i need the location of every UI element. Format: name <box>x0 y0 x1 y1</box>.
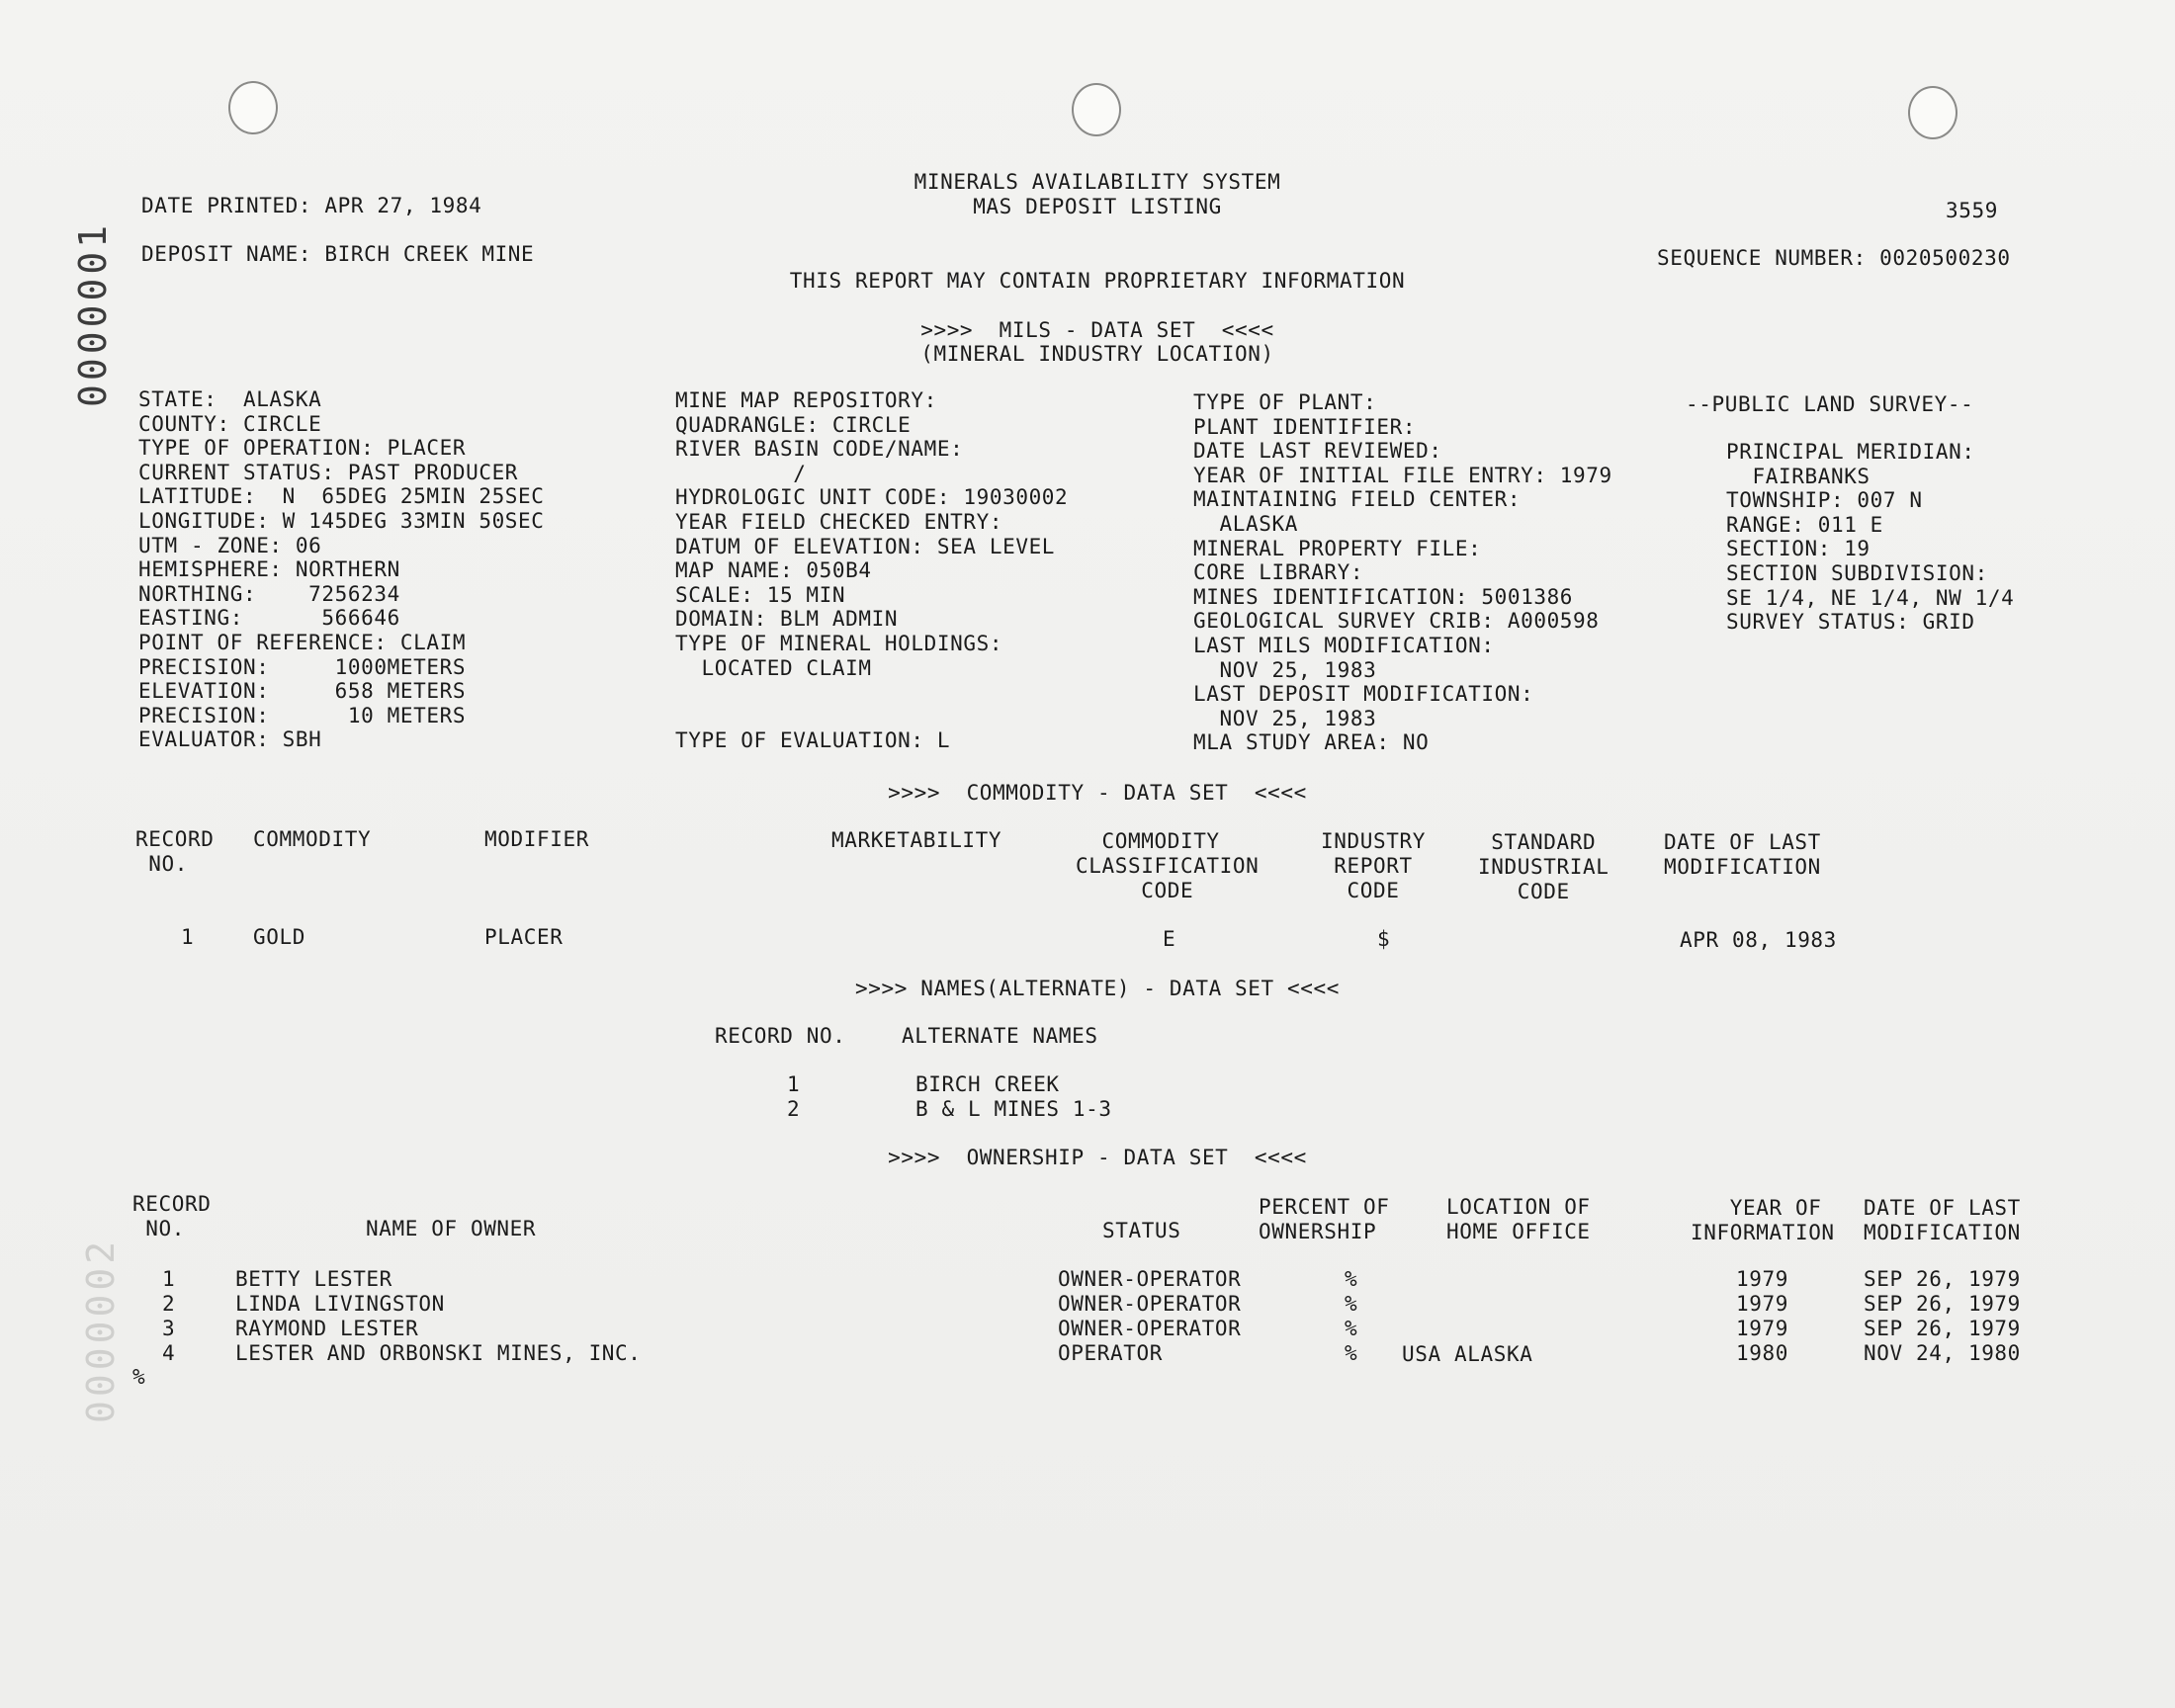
commodity-row-record: 1 <box>181 925 195 949</box>
owner-percent: % <box>1345 1292 1358 1316</box>
mils-field: MAP NAME: 050B4 <box>675 558 872 582</box>
mils-field: HYDROLOGIC UNIT CODE: 19030002 <box>675 485 1069 509</box>
owner-record-no: 2 <box>162 1292 176 1316</box>
ownership-header-location: LOCATION OF HOME OFFICE <box>1446 1195 1591 1243</box>
commodity-header-industry-report-code: INDUSTRY REPORT CODE <box>1321 829 1426 902</box>
mils-field: TYPE OF PLANT: <box>1193 390 1377 414</box>
mils-field: TYPE OF EVALUATION: L <box>675 728 951 752</box>
mils-field: SECTION: 19 <box>1726 537 1870 560</box>
names-header-record: RECORD NO. <box>715 1024 846 1048</box>
mils-field: MAINTAINING FIELD CENTER: <box>1193 487 1522 511</box>
listing-title: MAS DEPOSIT LISTING <box>973 195 1222 218</box>
owner-home-office: USA ALASKA <box>1402 1342 1533 1366</box>
owner-status: OWNER-OPERATOR <box>1058 1317 1242 1340</box>
mils-field: SECTION SUBDIVISION: <box>1726 561 1988 585</box>
commodity-section-title: >>>> COMMODITY - DATA SET <<<< <box>888 781 1307 805</box>
mils-field: GEOLOGICAL SURVEY CRIB: A000598 <box>1193 609 1600 633</box>
mils-field: SURVEY STATUS: GRID <box>1726 610 1975 634</box>
alternate-name: B & L MINES 1-3 <box>915 1097 1112 1121</box>
mils-field: MLA STUDY AREA: NO <box>1193 730 1430 754</box>
mils-field: PLANT IDENTIFIER: <box>1193 415 1417 439</box>
mils-field: QUADRANGLE: CIRCLE <box>675 413 912 437</box>
binder-hole-left <box>228 81 278 134</box>
commodity-header-marketability: MARKETABILITY <box>831 828 1002 852</box>
side-document-number: 0000001 <box>71 220 115 407</box>
commodity-header-classification-code: COMMODITY CLASSIFICATION CODE <box>1076 829 1260 902</box>
owner-year-of-information: 1979 <box>1736 1292 1788 1316</box>
mils-field: NORTHING: 7256234 <box>138 582 400 606</box>
owner-date-of-last-modification: SEP 26, 1979 <box>1864 1267 2021 1291</box>
mils-field: STATE: ALASKA <box>138 387 322 411</box>
owner-percent: % <box>1345 1317 1358 1340</box>
mils-field: ALASKA <box>1193 512 1298 536</box>
commodity-row-industry-code: $ <box>1377 927 1391 951</box>
commodity-row-modifier: PLACER <box>484 925 564 949</box>
owner-year-of-information: 1980 <box>1736 1341 1788 1365</box>
names-section-title: >>>> NAMES(ALTERNATE) - DATA SET <<<< <box>855 977 1340 1000</box>
owner-year-of-information: 1979 <box>1736 1317 1788 1340</box>
mils-field: MINERAL PROPERTY FILE: <box>1193 537 1482 560</box>
mils-field: NOV 25, 1983 <box>1193 658 1377 682</box>
owner-record-no: 4 <box>162 1341 176 1365</box>
mils-field: UTM - ZONE: 06 <box>138 534 322 557</box>
commodity-header-modifier: MODIFIER <box>484 827 589 851</box>
owner-name: RAYMOND LESTER <box>235 1317 419 1340</box>
mils-field: CURRENT STATUS: PAST PRODUCER <box>138 461 519 484</box>
mils-field: DATUM OF ELEVATION: SEA LEVEL <box>675 535 1056 558</box>
owner-record-no: 1 <box>162 1267 176 1291</box>
mils-field: LONGITUDE: W 145DEG 33MIN 50SEC <box>138 509 545 533</box>
mils-field: PRECISION: 10 METERS <box>138 704 467 727</box>
mils-field: LAST MILS MODIFICATION: <box>1193 634 1495 657</box>
mils-field: MINES IDENTIFICATION: 5001386 <box>1193 585 1574 609</box>
ownership-section-title: >>>> OWNERSHIP - DATA SET <<<< <box>888 1146 1307 1169</box>
public-land-survey-title: --PUBLIC LAND SURVEY-- <box>1686 392 1974 416</box>
owner-name: BETTY LESTER <box>235 1267 392 1291</box>
sequence-number: SEQUENCE NUMBER: 0020500230 <box>1657 246 2011 270</box>
mils-field: / <box>675 462 807 485</box>
ownership-header-record: RECORD NO. <box>132 1192 212 1240</box>
mils-field: HEMISPHERE: NORTHERN <box>138 557 400 581</box>
mils-field: LAST DEPOSIT MODIFICATION: <box>1193 682 1534 706</box>
ownership-header-percent: PERCENT OF OWNERSHIP <box>1259 1195 1390 1243</box>
faded-side-document-number: 0000002 <box>79 1237 123 1423</box>
mils-field: SE 1/4, NE 1/4, NW 1/4 <box>1726 586 2015 610</box>
mils-field: LOCATED CLAIM <box>675 656 872 680</box>
commodity-row-classification-code: E <box>1163 927 1176 951</box>
ownership-header-year: YEAR OF INFORMATION <box>1691 1196 1835 1244</box>
alternate-name-record-no: 1 <box>787 1072 801 1096</box>
mils-field: YEAR OF INITIAL FILE ENTRY: 1979 <box>1193 464 1612 487</box>
mils-field: CORE LIBRARY: <box>1193 560 1364 584</box>
system-title: MINERALS AVAILABILITY SYSTEM <box>914 170 1281 194</box>
mils-section-subtitle: (MINERAL INDUSTRY LOCATION) <box>920 342 1274 366</box>
alternate-name: BIRCH CREEK <box>915 1072 1060 1096</box>
owner-date-of-last-modification: NOV 24, 1980 <box>1864 1341 2021 1365</box>
ownership-header-name: NAME OF OWNER <box>366 1217 537 1240</box>
trailing-percent-mark: % <box>132 1365 146 1389</box>
owner-name: LINDA LIVINGSTON <box>235 1292 445 1316</box>
mils-field: LATITUDE: N 65DEG 25MIN 25SEC <box>138 484 545 508</box>
deposit-name: DEPOSIT NAME: BIRCH CREEK MINE <box>141 242 535 266</box>
mils-field: POINT OF REFERENCE: CLAIM <box>138 631 467 654</box>
mils-field: PRECISION: 1000METERS <box>138 655 467 679</box>
mils-field: ELEVATION: 658 METERS <box>138 679 467 703</box>
mils-field: YEAR FIELD CHECKED ENTRY: <box>675 510 1003 534</box>
mils-field: DOMAIN: BLM ADMIN <box>675 607 899 631</box>
mils-field: EASTING: 566646 <box>138 606 400 630</box>
commodity-header-standard-industrial-code: STANDARD INDUSTRIAL CODE <box>1478 830 1610 903</box>
names-header-alternate-names: ALTERNATE NAMES <box>902 1024 1098 1048</box>
commodity-header-record: RECORD NO. <box>135 827 215 876</box>
mils-field: MINE MAP REPOSITORY: <box>675 388 937 412</box>
mils-field: COUNTY: CIRCLE <box>138 412 322 436</box>
ownership-header-date: DATE OF LAST MODIFICATION <box>1864 1196 2021 1244</box>
date-printed: DATE PRINTED: APR 27, 1984 <box>141 194 482 217</box>
mils-field: TYPE OF MINERAL HOLDINGS: <box>675 632 1003 655</box>
mils-field: TYPE OF OPERATION: PLACER <box>138 436 467 460</box>
binder-hole-center <box>1072 83 1121 136</box>
owner-date-of-last-modification: SEP 26, 1979 <box>1864 1292 2021 1316</box>
mils-field: TOWNSHIP: 007 N <box>1726 488 1923 512</box>
mils-field: NOV 25, 1983 <box>1193 707 1377 730</box>
commodity-row-commodity: GOLD <box>253 925 305 949</box>
ownership-header-status: STATUS <box>1102 1219 1181 1242</box>
mils-field: EVALUATOR: SBH <box>138 727 322 751</box>
owner-record-no: 3 <box>162 1317 176 1340</box>
owner-status: OPERATOR <box>1058 1341 1163 1365</box>
binder-hole-right <box>1908 86 1958 139</box>
alternate-name-record-no: 2 <box>787 1097 801 1121</box>
page-number: 3559 <box>1946 199 1998 222</box>
mils-field: FAIRBANKS <box>1726 465 1870 488</box>
owner-year-of-information: 1979 <box>1736 1267 1788 1291</box>
mils-field: PRINCIPAL MERIDIAN: <box>1726 440 1975 464</box>
mils-section-title: >>>> MILS - DATA SET <<<< <box>920 318 1274 342</box>
mils-field: RANGE: 011 E <box>1726 513 1883 537</box>
owner-percent: % <box>1345 1267 1358 1291</box>
owner-status: OWNER-OPERATOR <box>1058 1267 1242 1291</box>
owner-status: OWNER-OPERATOR <box>1058 1292 1242 1316</box>
commodity-row-date: APR 08, 1983 <box>1680 928 1837 952</box>
mils-field: SCALE: 15 MIN <box>675 583 846 607</box>
proprietary-notice: THIS REPORT MAY CONTAIN PROPRIETARY INFORMATION <box>789 269 1406 293</box>
commodity-header-commodity: COMMODITY <box>253 827 372 851</box>
commodity-header-date-of-last-modification: DATE OF LAST MODIFICATION <box>1664 830 1821 879</box>
owner-name: LESTER AND ORBONSKI MINES, INC. <box>235 1341 642 1365</box>
owner-date-of-last-modification: SEP 26, 1979 <box>1864 1317 2021 1340</box>
mils-field: DATE LAST REVIEWED: <box>1193 439 1442 463</box>
owner-percent: % <box>1345 1341 1358 1365</box>
mils-field: RIVER BASIN CODE/NAME: <box>675 437 964 461</box>
